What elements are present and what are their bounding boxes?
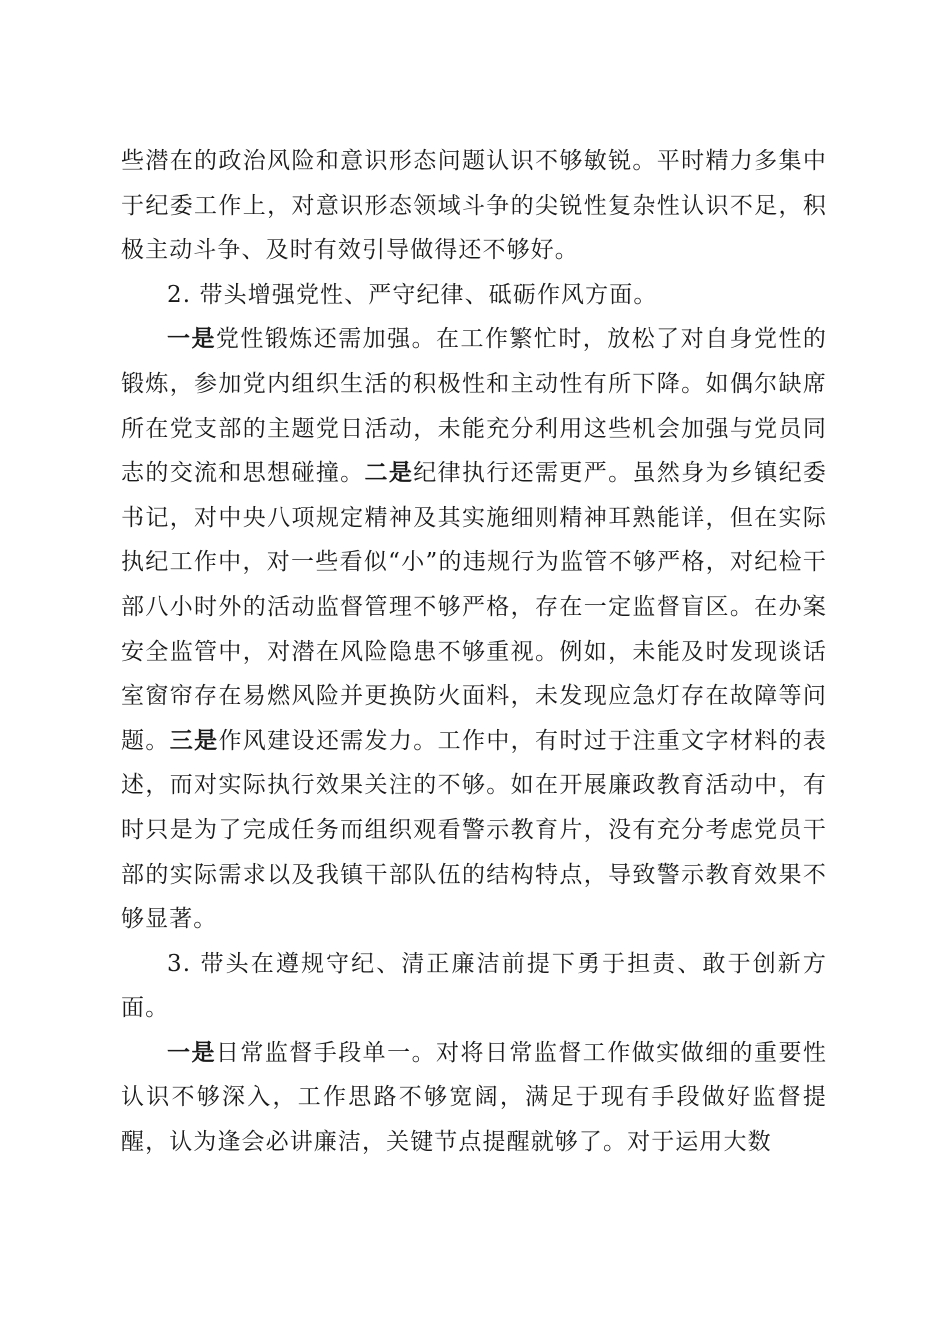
section-heading-text: 2. 带头增强党性、严守纪律、砥砺作风方面。	[167, 281, 658, 308]
paragraph-text: 作风建设还需发力。工作中，有时过于注重文字材料的表述，而对实际执行效果关注的不够。如在开展廉政教育活动中，有时只是为了完成任务而组织观看警示教育片，没有充分考虑党员干部的实际需求以及我镇干部队伍的结构特点，导致警示教育效果不够显著。	[121, 727, 828, 933]
paragraph-section-3-body	[121, 1031, 827, 1165]
bold-lead-first: 一是	[167, 1038, 216, 1066]
bold-lead-third: 三是	[169, 726, 219, 754]
paragraph-section-2-body	[121, 317, 827, 941]
document-body	[121, 139, 827, 1165]
bold-lead-second: 二是	[364, 459, 414, 487]
section-heading-3	[121, 942, 827, 1031]
bold-lead-first: 一是	[167, 325, 216, 353]
paragraph-continuation	[121, 139, 827, 273]
paragraph-text: 日常监督手段单一。对将日常监督工作做实做细的重要性认识不够深入，工作思路不够宽阔，满足于现有手段做好监督提醒，认为逢会必讲廉洁，关键节点提醒就够了。对于运用大数	[121, 1039, 828, 1156]
section-heading-text: 3. 带头在遵规守纪、清正廉洁前提下勇于担责、敢于创新方面。	[121, 950, 827, 1022]
paragraph-text: 些潜在的政治风险和意识形态问题认识不够敏锐。平时精力多集中于纪委工作上，对意识形态领域斗争的尖锐性复杂性认识不足，积极主动斗争、及时有效引导做得还不够好。	[121, 148, 827, 264]
paragraph-text: 党性锻炼还需加强。在工作繁忙时，放松了对自身党性的锻炼，参加党内组织生活的积极性和主动性有所下降。如偶尔缺席所在党支部的主题党日活动，未能充分利用这些机会加强与党员同志的交流和思想碰撞。	[121, 326, 828, 487]
section-heading-2	[121, 273, 827, 318]
paragraph-text: 纪律执行还需更严。虽然身为乡镇纪委书记，对中央八项规定精神及其实施细则精神耳熟能详，但在实际执纪工作中，对一些看似“小”的违规行为监管不够严格，对纪检干部八小时外的活动监督管理不够严格，存在一定监督盲区。在办案安全监管中，对潜在风险隐患不够重视。例如，未能及时发现谈话室窗帘存在易燃风险并更换防火面料，未发现应急灯存在故障等问题。	[121, 460, 828, 754]
